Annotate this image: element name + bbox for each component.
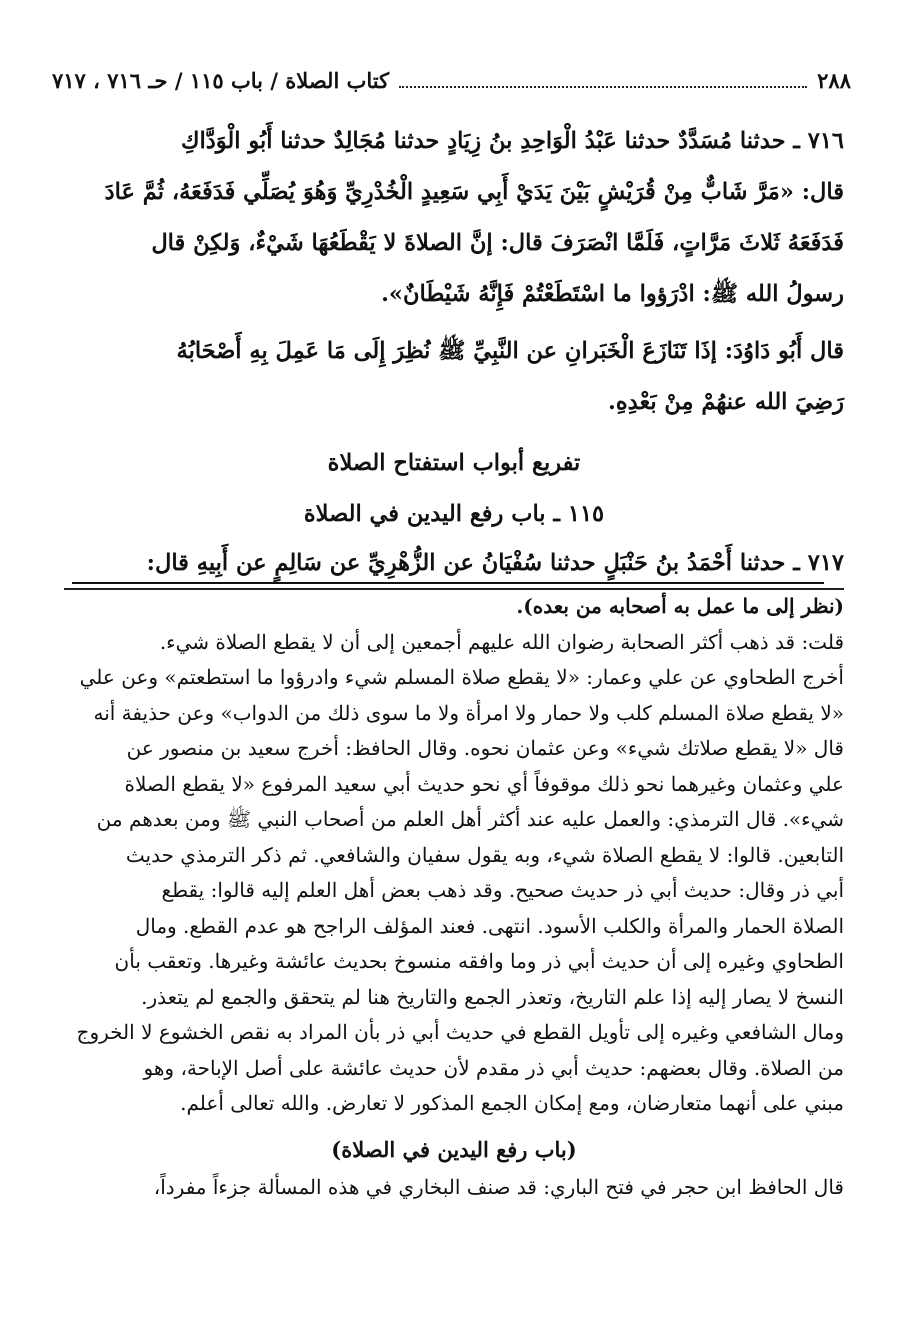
- commentary-line: أبي ذر وقال: حديث أبي ذر حديث صحيح. وقد ذهب بعض أهل العلم إليه قالوا: يقطع: [161, 878, 844, 902]
- commentary-line: قلت: قد ذهب أكثر الصحابة رضوان الله عليهم أجمعين إلى أن لا يقطع الصلاة شيء.: [159, 629, 844, 654]
- page-header: [52, 58, 851, 102]
- commentary-line: من الصلاة. وقال بعضهم: حديث أبي ذر مقدم لأن حديث عائشة على أصل الإباحة، وهو: [143, 1055, 844, 1080]
- commentary-line: شيء». قال الترمذي: والعمل عليه عند أكثر أهل العلم من أصحاب النبي ﷺ ومن بعدهم من: [96, 807, 844, 831]
- abu-dawud-line: قال أَبُو دَاوُدَ: إذَا تَنَازَعَ الْخَبَرانِ عن النَّبِيِّ ﷺ نُظِرَ إِلَى مَا عَمِلَ بِهِ أَصْحَابُهُ: [176, 338, 844, 364]
- commentary-subtitle: (باب رفع اليدين في الصلاة): [331, 1136, 577, 1162]
- chapter-heading: [64, 489, 844, 540]
- commentary-line: النسخ لا يصار إليه إذا علم التاريخ، وتعذر الجمع والتاريخ هنا لم يتحقق والجمع لم يتعذر.: [141, 984, 844, 1009]
- hadith-716-line: قال: «مَرَّ شَابٌّ مِنْ قُرَيْشٍ بَيْنَ يَدَيْ أَبِي سَعِيدٍ الْخُدْرِيِّ وَهُوَ يُصَلِّي فَدَفَعَهُ، ثُمَّ عَادَ: [104, 179, 844, 205]
- header-reference: كتاب الصلاة / باب ١١٥ / حـ ٧١٦ ، ٧١٧: [52, 67, 390, 93]
- chapter-title: رفع اليدين في الصلاة: [303, 501, 504, 527]
- commentary-line: أخرج الطحاوي عن علي وعمار: «لا يقطع صلاة المسلم شيء وادرؤوا ما استطعتم» وعن علي: [79, 665, 844, 689]
- page-number: ٢٨٨: [817, 67, 851, 93]
- commentary: [64, 589, 844, 1205]
- chapter-bab: باب: [511, 501, 546, 527]
- commentary-line: الطحاوي وغيره إلى أن حديث أبي ذر وما وافقه منسوخ بحديث عائشة وغيرها. وتعقب بأن: [114, 949, 844, 973]
- abu-dawud-line: رَضِيَ الله عنهُمْ مِنْ بَعْدِهِ.: [608, 389, 844, 415]
- commentary-line: التابعين. قالوا: لا يقطع الصلاة شيء، وبه يقول سفيان والشافعي. ثم ذكر الترمذي حديث: [125, 842, 844, 867]
- commentary-line: الصلاة الحمار والمرأة والكلب الأسود. انتهى. فعند المؤلف الراجح هو عدم القطع. ومال: [135, 913, 844, 938]
- hadith-717-line: ٧١٧ ـ حدثنا أَحْمَدُ بنُ حَنْبَلٍ حدثنا سُفْيَانُ عن الزُّهْرِيِّ عن سَالِمٍ عن أَبِيهِ قال:: [64, 540, 844, 590]
- commentary-line: مبني على أنهما متعارضان، ومع إمكان الجمع المذكور لا تعارض. والله تعالى أعلم.: [180, 1091, 844, 1115]
- commentary-line: قال الحافظ ابن حجر في فتح الباري: قد صنف البخاري في هذه المسألة جزءاً مفرداً،: [153, 1174, 844, 1199]
- main-text: [64, 116, 844, 590]
- hadith-716-line: فَدَفَعَهُ ثَلاثَ مَرَّاتٍ، فَلَمَّا انْصَرَفَ قال: إنَّ الصلاةَ لا يَقْطَعُهَا شَيْءٌ، وَلكِنْ قال: [151, 230, 844, 256]
- commentary-line: ومال الشافعي وغيره إلى تأويل القطع في حديث أبي ذر بأن المراد به نقص الخشوع لا الخروج: [76, 1020, 844, 1044]
- commentary-line: علي وعثمان وغيرهما نحو ذلك موقوفاً أي نحو حديث أبي سعيد المرفوع «لا يقطع الصلاة: [124, 771, 844, 796]
- hadith-716-line: رسولُ الله ﷺ: ادْرَؤوا ما اسْتَطَعْتُمْ فَإِنَّهُ شَيْطَانٌ».: [381, 281, 844, 307]
- commentary-line: قال «لا يقطع صلاتك شيء» وعن عثمان نحوه. وقال الحافظ: أخرج سعيد بن منصور عن: [126, 736, 844, 760]
- chapter-number: ١١٥ ـ: [553, 501, 605, 527]
- section-heading: تفريع أبواب استفتاح الصلاة: [327, 450, 581, 476]
- commentary-line: «لا يقطع صلاة المسلم كلب ولا حمار ولا امرأة ولا ما سوى ذلك من الدواب» وعن حذيفة أنه: [93, 700, 844, 725]
- footnote-divider: [72, 582, 824, 584]
- hadith-716-line: ٧١٦ ـ حدثنا مُسَدَّدٌ حدثنا عَبْدُ الْوَاحِدِ بنُ زِيَادٍ حدثنا مُجَالِدٌ حدثنا أَبُو الْوَدَّاكِ: [180, 128, 844, 154]
- commentary-title: (نظر إلى ما عمل به أصحابه من بعده).: [516, 594, 844, 618]
- header-dotted-leader: [399, 86, 807, 88]
